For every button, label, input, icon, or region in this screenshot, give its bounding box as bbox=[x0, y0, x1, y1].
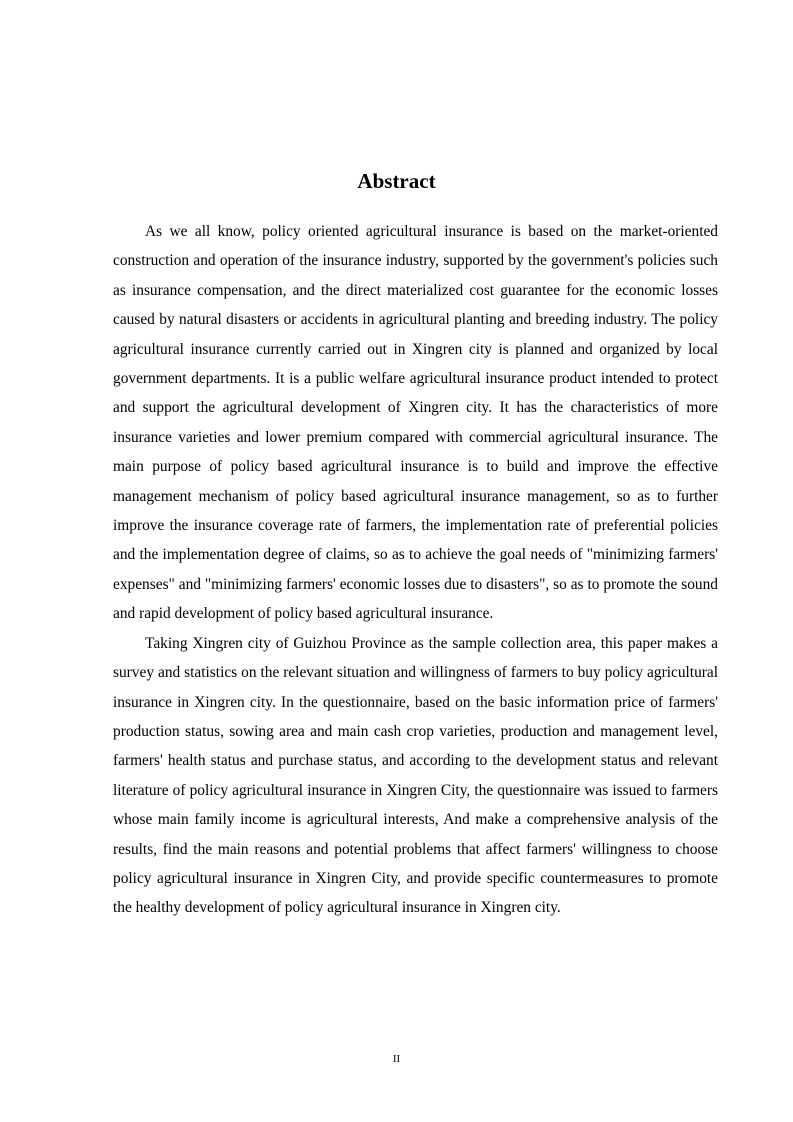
abstract-heading: Abstract bbox=[357, 169, 436, 193]
page-number: II bbox=[392, 1053, 401, 1065]
abstract-body bbox=[113, 217, 718, 923]
abstract-paragraph-2: Taking Xingren city of Guizhou Province as the sample collection area, this paper makes a survey and statistics on the relevant situation and willingness of farmers to buy policy agricultural insurance in Xingren city. In the questionnaire, based on the basic information price of farmers' production status, sowing area and main cash crop varieties, production and management level, farmers' health status and purchase status, and according to the development status and relevant literature of policy agricultural insurance in Xingren City, the questionnaire was issued to farmers whose main family income is agricultural interests, And make a comprehensive analysis of the results, find the main reasons and potential problems that affect farmers' willingness to choose policy agricultural insurance in Xingren City, and provide specific countermeasures to promote the healthy development of policy agricultural insurance in Xingren city. bbox=[113, 634, 718, 917]
abstract-paragraph-1: As we all know, policy oriented agricultural insurance is based on the market-oriented construction and operation of the insurance industry, supported by the government's policies such as insurance compensation, and the direct materialized cost guarantee for the economic losses caused by natural disasters or accidents in agricultural planting and breeding industry. The policy agricultural insurance currently carried out in Xingren city is planned and organized by local government departments. It is a public welfare agricultural insurance product intended to protect and support the agricultural development of Xingren city. It has the characteristics of more insurance varieties and lower premium compared with commercial agricultural insurance. The main purpose of policy based agricultural insurance is to build and improve the effective management mechanism of policy based agricultural insurance management, so as to further improve the insurance coverage rate of farmers, the implementation rate of preferential policies and the implementation degree of claims, so as to achieve the goal needs of "minimizing farmers' expenses" and "minimizing farmers' economic losses due to disasters", so as to promote the sound and rapid development of policy based agricultural insurance. bbox=[113, 223, 718, 623]
